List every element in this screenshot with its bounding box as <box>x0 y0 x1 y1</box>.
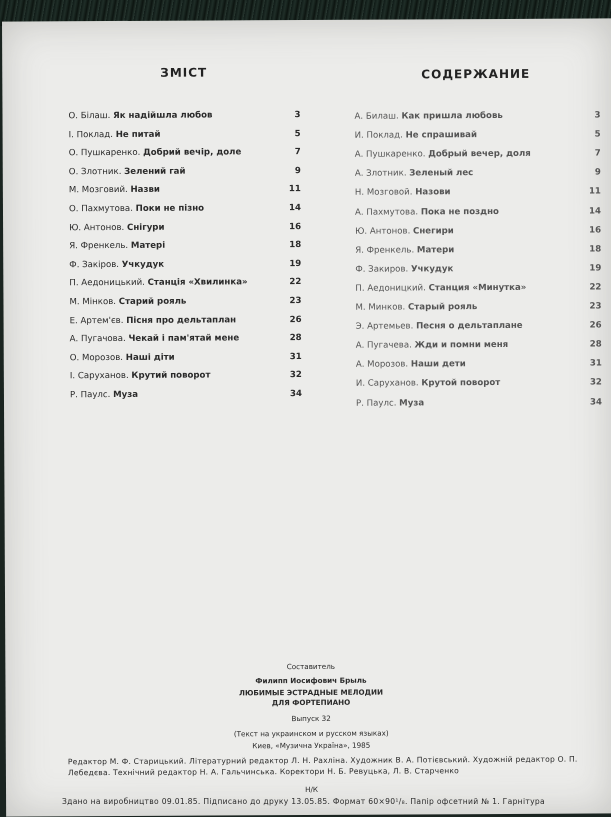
toc-entry-title: Муза <box>399 398 424 408</box>
toc-entry-author: П. Аедоницький. <box>69 278 147 288</box>
toc-entry-title: Песня о дельтаплане <box>416 321 523 332</box>
print-info-line: Здано на виробництво 09.01.85. Підписано до друку 13.05.85. Формат 60×90¹/₈. Папір офсетний № 1. Гарнітура <box>62 797 602 806</box>
toc-entry-title: Крутой поворот <box>421 378 500 388</box>
toc-entry-text <box>69 185 160 195</box>
toc-entry-author: О. Морозов. <box>70 353 126 363</box>
toc-entry-author: І. Поклад. <box>69 130 116 140</box>
document-page <box>2 18 611 816</box>
toc-entry-title: Учкудук <box>122 260 164 270</box>
toc-entry-text <box>69 222 164 232</box>
toc-entry-title: Як надійшла любов <box>113 110 212 121</box>
language-note: (Текст на украинском и русском языках) <box>6 727 611 739</box>
toc-entry-text <box>69 148 242 159</box>
toc-entry-author: И. Поклад. <box>355 131 406 141</box>
toc-entry-title: Жди и помни меня <box>415 340 509 350</box>
credits-paragraph: Редактор М. Ф. Старицький. Літературний редактор Л. Н. Рахліна. Художник В. А. Потієвський. Художній редактор О. П. Лебедєва. Технічний редактор Н. А. Гальчинська. Коректори Н. Б. Ревуцька, Л. В. Старченко <box>68 754 588 779</box>
publisher-line: Киев, «Музична Україна», 1985 <box>6 739 611 751</box>
toc-entry-author: О. Злотник. <box>69 167 124 177</box>
toc-entry-author: А. Пахмутова. <box>355 207 421 217</box>
russian-toc <box>354 110 594 111</box>
toc-entry-title: Станція «Хвилинка» <box>148 278 248 289</box>
toc-entry-title: Не питай <box>116 129 161 139</box>
toc-entry-title: Добрый вечер, доля <box>428 149 531 160</box>
toc-entry-page: 28 <box>282 333 302 343</box>
toc-entry-page: 16 <box>581 225 601 235</box>
toc-entry-text <box>355 226 454 237</box>
toc-entry-author: А. Злотник. <box>355 169 410 179</box>
toc-entry-page: 19 <box>581 263 601 273</box>
toc-entry-author: Я. Френкель. <box>69 241 131 251</box>
toc-entry-title: Учкудук <box>411 264 453 274</box>
toc-entry-author: Ф. Закіров. <box>69 260 122 270</box>
toc-entry-text <box>356 340 509 351</box>
toc-entry-page: 32 <box>282 370 302 380</box>
toc-entry-author: Ф. Закиров. <box>355 264 411 274</box>
toc-entry-title: Станция «Минутка» <box>429 283 527 294</box>
toc-entry-text <box>356 359 466 370</box>
toc-entry-text <box>355 264 453 275</box>
toc-entry-text <box>355 149 531 160</box>
toc-entry-title: Назови <box>415 188 450 198</box>
toc-entry-page: 31 <box>282 352 302 362</box>
toc-entry-text <box>70 371 211 382</box>
toc-entry-text <box>68 110 212 121</box>
toc-entry-author: О. Пушкаренко. <box>69 148 143 158</box>
toc-entry-page: 34 <box>282 389 302 399</box>
toc-entry-page: 22 <box>281 277 301 287</box>
toc-entry-author: Ю. Антонов. <box>355 226 413 236</box>
toc-entry-author: Н. Мозговой. <box>355 188 415 198</box>
toc-entry-title: Пісня про дельтаплан <box>126 315 236 326</box>
toc-entry-title: Чекай і пам'ятай мене <box>128 334 239 345</box>
toc-entry-page: 5 <box>281 129 301 139</box>
compiler-label: Составитель <box>5 660 611 672</box>
toc-entry-text <box>356 321 523 332</box>
toc-entry-title: Матері <box>131 241 165 251</box>
toc-entry-page: 19 <box>281 259 301 269</box>
toc-entry-text <box>69 260 164 270</box>
toc-entry-text <box>69 204 204 215</box>
toc-entry-page: 9 <box>581 168 601 178</box>
toc-entry-page: 5 <box>581 130 601 140</box>
toc-entry-author: Ю. Антонов. <box>69 223 127 233</box>
toc-entry-author: І. Саруханов. <box>70 371 132 381</box>
toc-entry-author: Р. Паулс. <box>70 390 113 400</box>
toc-entry-title: Как пришла любовь <box>401 111 502 122</box>
toc-entry-title: Снегири <box>413 226 454 236</box>
toc-entry-text <box>70 390 138 400</box>
toc-entry-page: 22 <box>581 282 601 292</box>
toc-entry-title: Зелений гай <box>124 166 185 176</box>
toc-entry-page: 3 <box>280 110 300 120</box>
toc-entry-text <box>355 302 477 313</box>
toc-entry-text <box>69 129 161 139</box>
toc-entry-author: А. Пугачова. <box>70 334 129 344</box>
toc-entry-page: 7 <box>281 147 301 157</box>
toc-entry-title: Старый рояль <box>408 302 477 312</box>
toc-entry-text <box>356 378 500 389</box>
toc-entry-text <box>355 130 477 141</box>
toc-entry-page: 14 <box>281 203 301 213</box>
toc-entry-text <box>69 297 186 308</box>
toc-entry-page: 31 <box>582 359 602 369</box>
toc-entry-page: 26 <box>282 315 302 325</box>
toc-entry-author: И. Саруханов. <box>356 379 422 389</box>
russian-toc-heading: СОДЕРЖАНИЕ <box>421 67 530 82</box>
toc-entry-author: М. Мозговий. <box>69 185 131 195</box>
toc-entry-page: 3 <box>580 110 600 120</box>
toc-entry-text <box>70 315 237 326</box>
toc-entry-author: Р. Паулс. <box>356 398 399 408</box>
toc-entry-title: Наші діти <box>126 352 175 362</box>
toc-entry-page: 11 <box>281 184 301 194</box>
toc-entry-text <box>355 206 499 217</box>
toc-entry-page: 7 <box>581 149 601 159</box>
toc-entry-author: А. Пушкаренко. <box>355 150 429 160</box>
book-title-line2: ДЛЯ ФОРТЕПИАНО <box>6 696 611 708</box>
toc-entry-page: 11 <box>581 187 601 197</box>
toc-entry-author: А. Билаш. <box>354 112 401 122</box>
toc-entry-title: Зеленый лес <box>409 168 473 178</box>
toc-entry-title: Поки не пізно <box>136 204 204 214</box>
ukrainian-toc <box>68 110 300 111</box>
toc-entry-page: 14 <box>581 206 601 216</box>
toc-entry-page: 18 <box>581 244 601 254</box>
toc-entry-page: 18 <box>281 240 301 250</box>
toc-entry-text <box>69 278 247 289</box>
toc-entry-author: А. Морозов. <box>356 360 411 370</box>
toc-entry-text <box>355 168 474 179</box>
toc-entry-page: 26 <box>582 321 602 331</box>
toc-entry-title: Наши дети <box>411 359 466 369</box>
book-title-line1: ЛЮБИМЫЕ ЭСТРАДНЫЕ МЕЛОДИИ <box>6 686 611 698</box>
toc-entry-page: 28 <box>582 340 602 350</box>
toc-entry-text <box>70 352 175 363</box>
toc-entry-text <box>355 245 454 256</box>
toc-entry-title: Пока не поздно <box>421 206 499 216</box>
catalog-code: Н/К <box>6 783 611 795</box>
toc-entry-text <box>354 111 502 122</box>
ukrainian-toc-heading: ЗМІСТ <box>160 66 207 80</box>
toc-entry-text <box>69 241 165 252</box>
toc-entry-author: П. Аедоницкий. <box>355 283 428 293</box>
toc-entry-text <box>70 334 240 345</box>
toc-entry-title: Старий рояль <box>119 297 187 307</box>
toc-entry-author: М. Минков. <box>355 302 408 312</box>
toc-entry-page: 32 <box>582 378 602 388</box>
toc-entry-author: О. Білаш. <box>68 111 113 121</box>
issue-number: Выпуск 32 <box>6 712 611 724</box>
toc-entry-text <box>356 398 424 408</box>
toc-entry-title: Добрий вечір, доле <box>143 148 241 159</box>
toc-entry-title: Назви <box>130 185 160 195</box>
toc-entry-author: А. Пугачева. <box>356 341 415 351</box>
toc-entry-text <box>355 188 451 199</box>
toc-entry-text <box>69 166 186 177</box>
toc-entry-author: Э. Артемьев. <box>356 322 417 332</box>
toc-entry-author: О. Пахмутова. <box>69 204 136 214</box>
toc-entry-author: Е. Артем'єв. <box>70 316 127 326</box>
toc-entry-page: 9 <box>281 166 301 176</box>
toc-entry-author: Я. Френкель. <box>355 245 417 255</box>
toc-entry-title: Матери <box>417 245 454 255</box>
toc-entry-page: 16 <box>281 222 301 232</box>
toc-entry-page: 34 <box>582 397 602 407</box>
toc-entry-text <box>355 283 526 294</box>
toc-entry-title: Крутий поворот <box>131 371 210 381</box>
compiler-name: Филипп Иосифович Брыль <box>5 674 611 686</box>
toc-entry-title: Не спрашивай <box>406 130 477 140</box>
toc-entry-title: Снігури <box>127 222 165 232</box>
toc-entry-title: Муза <box>113 390 138 400</box>
toc-entry-author: М. Мінков. <box>69 297 118 307</box>
toc-entry-page: 23 <box>581 301 601 311</box>
toc-entry-page: 23 <box>281 296 301 306</box>
